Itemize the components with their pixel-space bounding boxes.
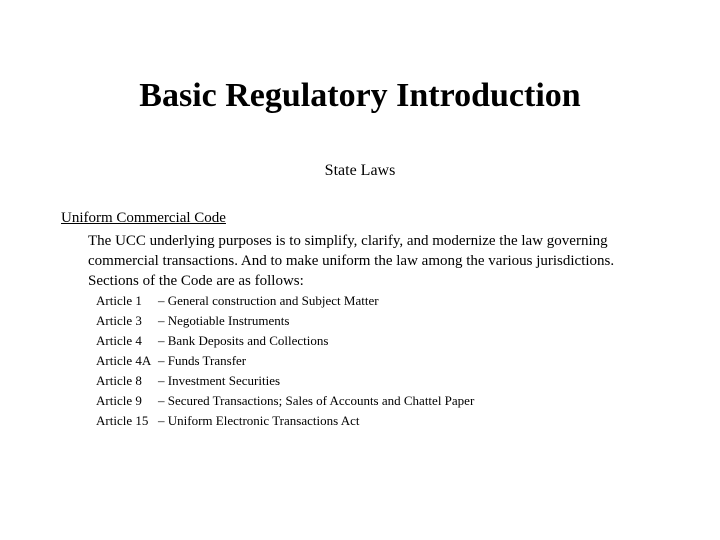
list-item <box>96 351 474 371</box>
list-item <box>96 311 474 331</box>
list-item <box>96 411 474 431</box>
article-number: Article 8 <box>96 373 142 388</box>
article-description: – Negotiable Instruments <box>158 313 290 328</box>
article-number: Article 1 <box>96 293 142 308</box>
article-number: Article 4 <box>96 333 142 348</box>
article-number: Article 9 <box>96 393 142 408</box>
slide-title: Basic Regulatory Introduction <box>139 77 581 114</box>
article-description: – Investment Securities <box>158 373 281 388</box>
slide-subtitle <box>0 161 720 181</box>
article-description: – Uniform Electronic Transactions Act <box>158 413 360 428</box>
subtitle-text: State Laws <box>324 162 396 179</box>
articles-list <box>96 291 474 431</box>
article-description: – Funds Transfer <box>158 353 247 368</box>
article-number: Article 15 <box>96 413 149 428</box>
article-description: – General construction and Subject Matter <box>158 293 379 308</box>
section-heading: Uniform Commercial Code <box>61 210 226 226</box>
list-item <box>96 371 474 391</box>
list-item <box>96 291 474 311</box>
intro-paragraph: The UCC underlying purposes is to simplify, clarify, and modernize the law governing commercial transactions. And to make uniform the law among the various jurisdictions. Sections of the Code are as follows: <box>88 233 615 289</box>
list-item <box>96 331 474 351</box>
article-number: Article 3 <box>96 313 142 328</box>
list-item <box>96 391 474 411</box>
article-description: – Secured Transactions; Sales of Accounts and Chattel Paper <box>158 393 475 408</box>
article-number: Article 4A <box>96 353 152 368</box>
article-description: – Bank Deposits and Collections <box>158 333 329 348</box>
